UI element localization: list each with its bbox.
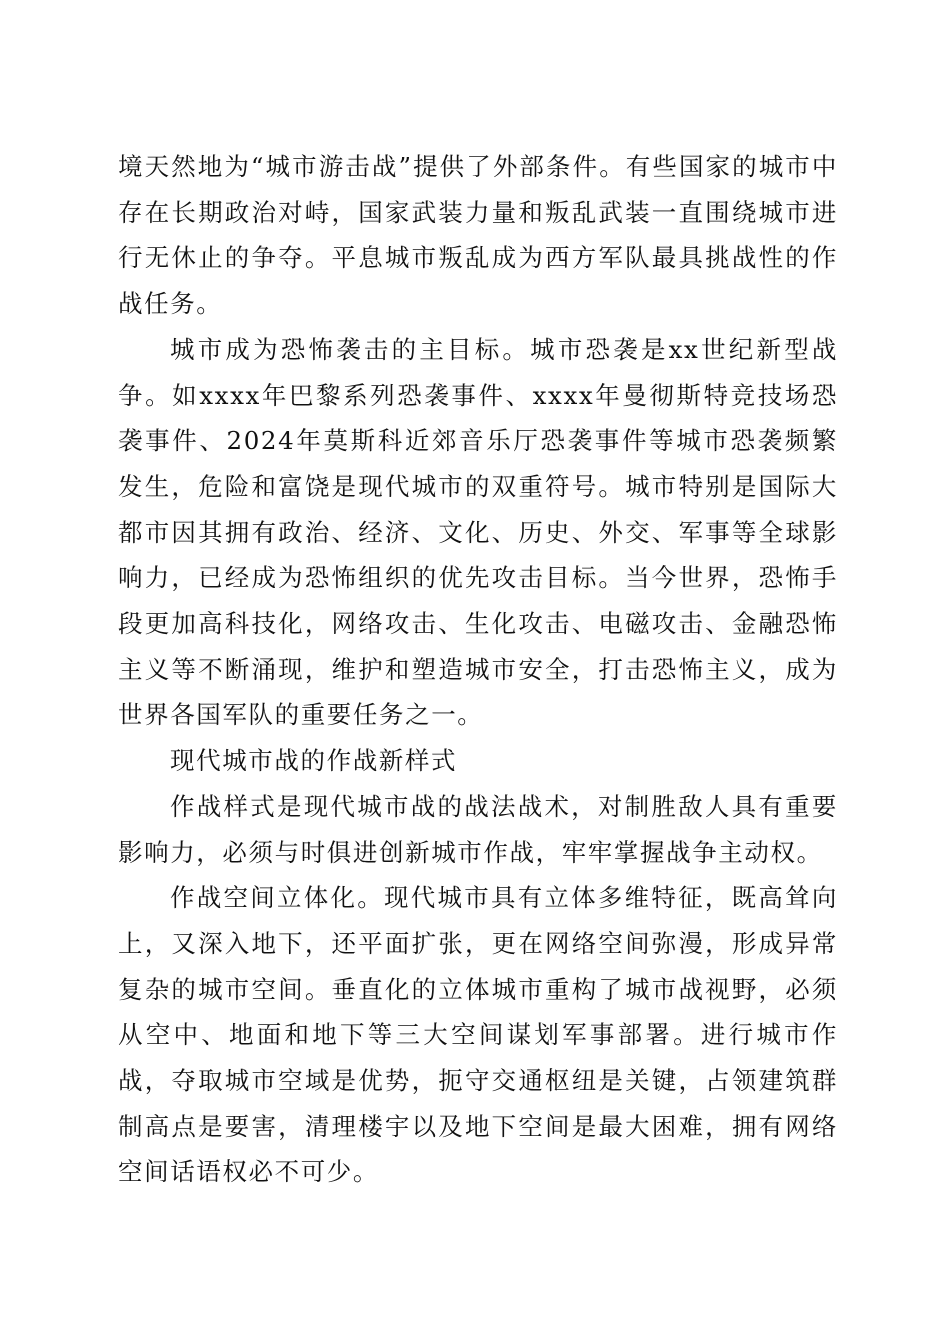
section-heading: 现代城市战的作战新样式 bbox=[170, 746, 458, 776]
paragraph-3d-space: 作战空间立体化。现代城市具有立体多维特征，既高耸向上，又深入地下，还平面扩张，更在网络空间弥漫，形成异常复杂的城市空间。垂直化的立体城市重构了城市战视野，必须从空中、地面和地下等三大空间谋划军事部署。进行城市作战，夺取城市空域是优势，扼守交通枢纽是关键，占领建筑群制高点是要害，清理楼宇以及地下空间是最大困难，拥有网络空间话语权必不可少。 bbox=[118, 883, 838, 1187]
paragraph-continuation: 境天然地为“城市游击战”提供了外部条件。有些国家的城市中存在长期政治对峙，国家武装力量和叛乱武装一直围绕城市进行无休止的争夺。平息城市叛乱成为西方军队最具挑战性的作战任务。 bbox=[118, 152, 838, 319]
paragraph-combat-styles: 作战样式是现代城市战的战法战术，对制胜敌人具有重要影响力，必须与时俱进创新城市作战，牢牢掌握战争主动权。 bbox=[118, 791, 838, 867]
document-body bbox=[118, 144, 838, 1195]
paragraph-urban-terrorism: 城市成为恐怖袭击的主目标。城市恐袭是xx世纪新型战争。如xxxx年巴黎系列恐袭事件、xxxx年曼彻斯特竞技场恐袭事件、2024年莫斯科近郊音乐厅恐袭事件等城市恐袭频繁发生，危险和富饶是现代城市的双重符号。城市特别是国际大都市因其拥有政治、经济、文化、历史、外交、军事等全球影响力，已经成为恐怖组织的优先攻击目标。当今世界，恐怖手段更加高科技化，网络攻击、生化攻击、电磁攻击、金融恐怖主义等不断涌现，维护和塑造城市安全，打击恐怖主义，成为世界各国军队的重要任务之一。 bbox=[118, 334, 838, 730]
